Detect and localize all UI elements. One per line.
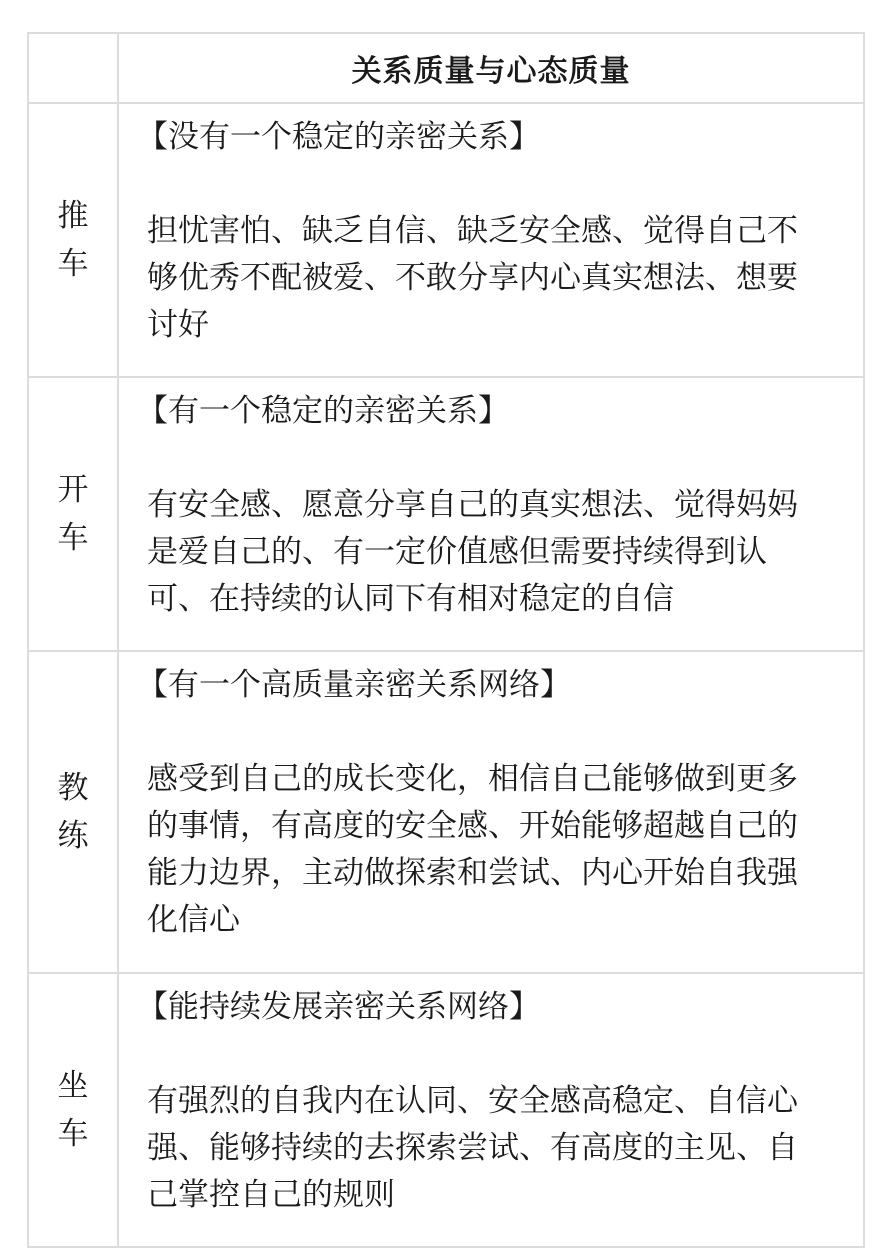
row-label-char: 车 (57, 246, 89, 282)
table-row (28, 103, 864, 377)
table-row (28, 651, 864, 973)
description-line: 化信心 (147, 902, 240, 938)
row-label-char: 教 (57, 770, 89, 806)
row-label-char: 练 (57, 818, 89, 854)
relationship-tag: 【能持续发展亲密关系网络】 (137, 989, 540, 1025)
row-label-char: 车 (57, 520, 89, 556)
row-label (28, 103, 118, 377)
row-label (28, 973, 118, 1247)
row-label-char: 车 (57, 1116, 89, 1152)
row-content (118, 973, 864, 1247)
row-content (118, 103, 864, 377)
description-line: 能力边界，主动做探索和尝试、内心开始自我强 (147, 855, 798, 891)
description-line: 己掌控自己的规则 (147, 1177, 395, 1213)
row-content (118, 377, 864, 651)
description-line: 担忧害怕、缺乏自信、缺乏安全感、觉得自己不 (147, 213, 798, 249)
header-label-cell (28, 33, 118, 103)
description-line: 讨好 (147, 307, 209, 343)
description-line: 够优秀不配被爱、不敢分享内心真实想法、想要 (147, 260, 798, 296)
row-label-char: 开 (57, 472, 89, 508)
relationship-tag: 【有一个稳定的亲密关系】 (137, 393, 509, 429)
header-title: 关系质量与心态质量 (118, 33, 864, 103)
header-row (28, 33, 864, 103)
row-label-char: 推 (57, 198, 89, 234)
row-content (118, 651, 864, 973)
relationship-tag: 【有一个高质量亲密关系网络】 (137, 667, 571, 703)
description-line: 感受到自己的成长变化，相信自己能够做到更多 (147, 761, 798, 797)
table-row (28, 377, 864, 651)
row-label (28, 377, 118, 651)
description-line: 的事情，有高度的安全感、开始能够超越自己的 (147, 808, 798, 844)
description-line: 有安全感、愿意分享自己的真实想法、觉得妈妈 (147, 487, 798, 523)
relationship-quality-table (27, 32, 865, 1248)
table-row (28, 973, 864, 1247)
description-line: 强、能够持续的去探索尝试、有高度的主见、自 (147, 1130, 798, 1166)
description-line: 有强烈的自我内在认同、安全感高稳定、自信心 (147, 1083, 798, 1119)
description-line: 可、在持续的认同下有相对稳定的自信 (147, 581, 674, 617)
row-label-char: 坐 (57, 1068, 89, 1104)
relationship-tag: 【没有一个稳定的亲密关系】 (137, 119, 540, 155)
row-label (28, 651, 118, 973)
description-line: 是爱自己的、有一定价值感但需要持续得到认 (147, 534, 767, 570)
